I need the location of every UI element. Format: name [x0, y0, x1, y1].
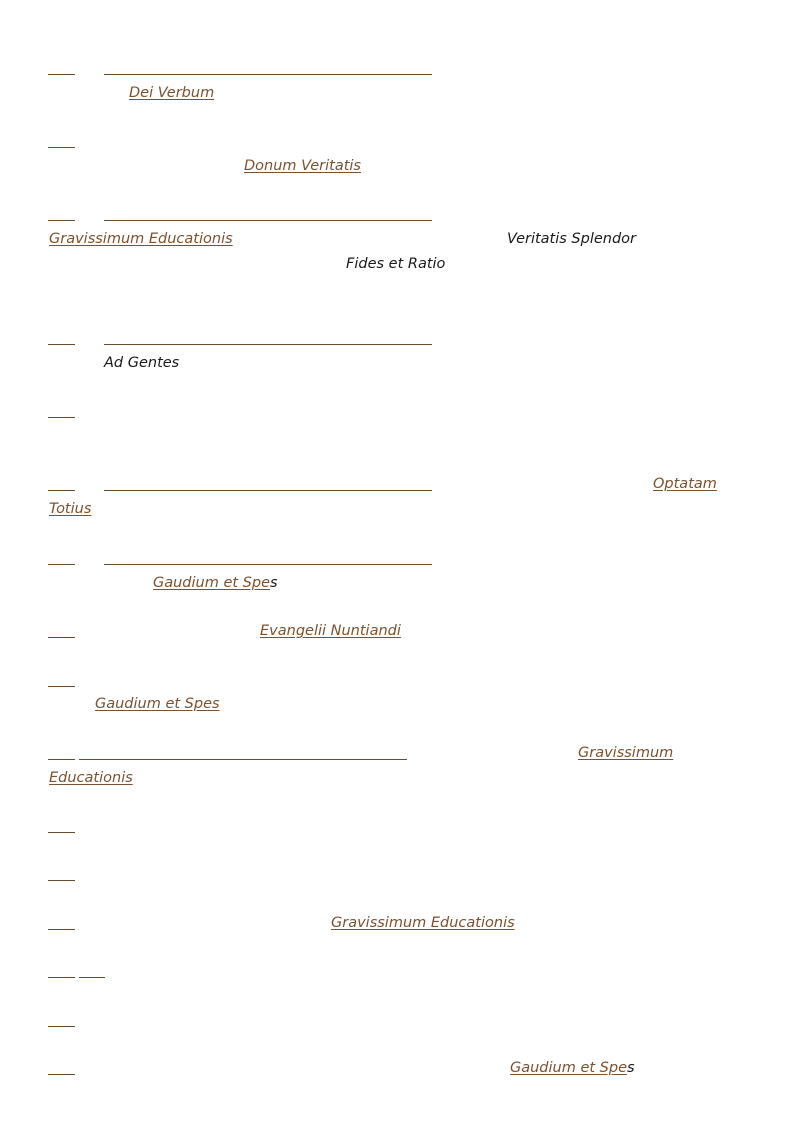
- link-dei-verbum[interactable]: Dei Verbum: [129, 85, 215, 101]
- blank-rule-long: [104, 344, 432, 345]
- blank-rule-short: [48, 564, 75, 565]
- blank-rule-short: [48, 1026, 75, 1027]
- blank-rule-long: [104, 220, 432, 221]
- blank-rule-short: [48, 929, 75, 930]
- blank-rule-short: [48, 417, 75, 418]
- link-educationis[interactable]: Educationis: [49, 770, 133, 786]
- blank-rule-short: [48, 74, 75, 75]
- blank-rule-short: [48, 1074, 75, 1075]
- blank-rule-short: [48, 832, 75, 833]
- blank-rule-short: [48, 759, 75, 760]
- gaudium-et-spes-line-2: [510, 1059, 635, 1077]
- blank-rule-short: [48, 686, 75, 687]
- text-s-suffix-2: s: [627, 1060, 635, 1076]
- gaudium-et-spes-line: [153, 574, 278, 592]
- blank-rule-long: [104, 490, 432, 491]
- blank-rule-short: [48, 220, 75, 221]
- blank-rule-short: [48, 147, 75, 148]
- link-optatam[interactable]: Optatam: [653, 476, 717, 492]
- text-veritatis-splendor: Veritatis Splendor: [507, 231, 637, 247]
- link-donum-veritatis[interactable]: Donum Veritatis: [244, 158, 361, 174]
- link-gaudium-et-spe[interactable]: Gaudium et Spe: [153, 575, 271, 591]
- link-gaudium-et-spe-2[interactable]: Gaudium et Spe: [510, 1060, 628, 1076]
- link-gravissimum-educationis-2[interactable]: Gravissimum Educationis: [331, 915, 515, 931]
- link-totius[interactable]: Totius: [49, 501, 92, 517]
- text-fides-et-ratio: Fides et Ratio: [346, 256, 446, 272]
- blank-rule-short: [48, 977, 75, 978]
- link-evangelii-nuntiandi[interactable]: Evangelii Nuntiandi: [260, 623, 401, 639]
- link-gaudium-et-spes[interactable]: Gaudium et Spes: [95, 696, 220, 712]
- text-s-suffix: s: [270, 575, 278, 591]
- text-ad-gentes: Ad Gentes: [104, 355, 180, 371]
- blank-rule-long: [104, 564, 432, 565]
- blank-rule-short: [48, 637, 75, 638]
- link-gravissimum-educationis[interactable]: Gravissimum Educationis: [49, 231, 233, 247]
- blank-rule-short: [79, 977, 105, 978]
- blank-rule-short: [48, 490, 75, 491]
- blank-rule-short: [48, 880, 75, 881]
- link-gravissimum[interactable]: Gravissimum: [578, 745, 674, 761]
- blank-rule-long: [79, 759, 407, 760]
- blank-rule-long: [104, 74, 432, 75]
- blank-rule-short: [48, 344, 75, 345]
